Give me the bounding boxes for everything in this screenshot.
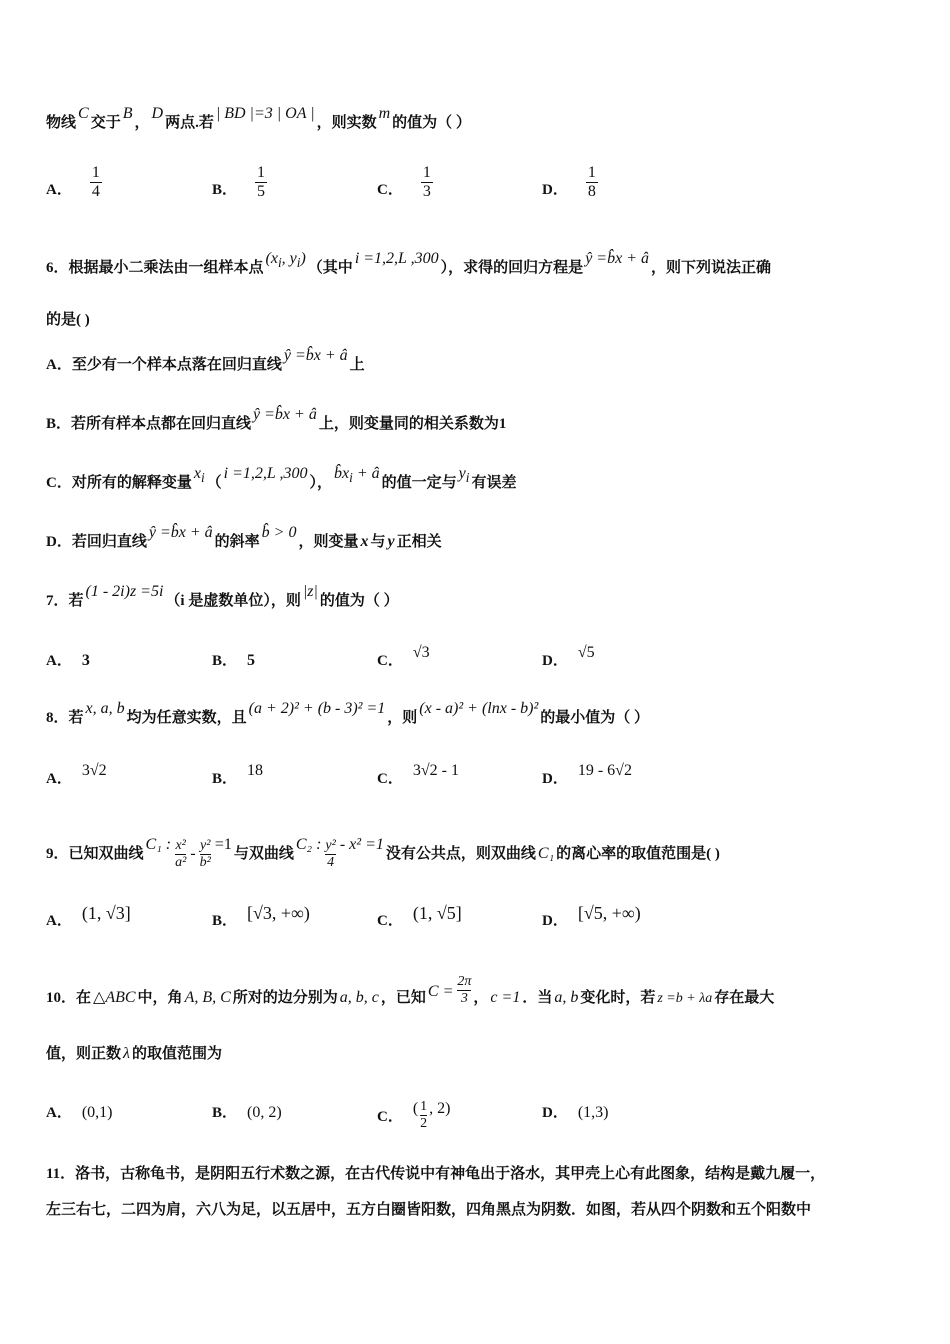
q8-text-3: ，则 (387, 710, 418, 726)
q6a-text-1: A．至少有一个样本点落在回归直线 (46, 357, 282, 373)
q5-stem (46, 105, 910, 134)
option-label: D． (542, 181, 568, 198)
math-part: x (193, 465, 201, 482)
math-subscript: i (349, 470, 353, 486)
option-label: D． (542, 771, 568, 787)
q6c-text-4: 的值一定与 (381, 475, 457, 491)
option-value: 3√2 (81, 762, 107, 779)
q6b-text-2: 上，则变量同的相关系数为1 (318, 416, 507, 432)
q5-text-5: ，则实数 (316, 115, 377, 131)
q8-option-b[interactable] (212, 762, 264, 788)
q9-stem (46, 835, 910, 871)
q10-text-3: 所对的边分别为 (232, 989, 338, 1006)
math-part: + â (352, 465, 380, 482)
q7-text-2: （i 是虚数单位），则 (165, 593, 301, 609)
option-value: (0, 2) (247, 1104, 282, 1121)
q10-math-c-eq: C = (427, 982, 454, 1000)
q5-text-2: 交于 (90, 115, 121, 131)
q5-option-a[interactable] (46, 164, 102, 209)
fraction-numerator: 1 (422, 164, 431, 181)
q9-option-d[interactable] (542, 903, 641, 930)
q9-math-minus: - (190, 844, 196, 862)
q10-text-8: 存在最大 (714, 989, 775, 1006)
option-value: (1,3) (577, 1104, 609, 1121)
q6-option-b[interactable] (46, 406, 910, 435)
q5-math-condition: | BD |=3 | OA | (215, 105, 315, 122)
fraction-denominator: 5 (257, 183, 266, 200)
option-label: B． (212, 181, 238, 198)
q6b-math: ŷ =b̂x + â (253, 406, 317, 423)
q5-math-B: B (122, 105, 133, 122)
q10-option-b[interactable] (212, 1101, 282, 1122)
q6b-text-1: B．若所有样本点都在回归直线 (46, 416, 252, 432)
q6-option-d[interactable] (46, 524, 910, 553)
fraction-numerator: 1 (257, 164, 266, 181)
q10-text-4: ，已知 (380, 989, 426, 1006)
option-label: C． (377, 913, 403, 929)
option-label: D． (542, 1105, 568, 1121)
option-value: [√3, +∞) (247, 903, 310, 923)
q5-text-4: 两点.若 (165, 115, 214, 131)
q10-text-9: 值，则正数 (46, 1046, 122, 1062)
q7-math-modulus: |z| (302, 583, 318, 600)
q10-text-1: 10．在 (46, 989, 92, 1006)
q10-text-2: 中，角 (137, 989, 183, 1006)
math-subscript: i (277, 255, 282, 271)
q10-text-5: ， (473, 989, 489, 1006)
math-part: b̂x (334, 465, 350, 482)
q5-math-m: m (378, 105, 391, 122)
math-subscript: i (465, 470, 470, 486)
q6c-math-prediction (334, 465, 380, 486)
q10-stem-line-2 (46, 1043, 910, 1065)
q7-option-b[interactable] (212, 649, 255, 670)
q9-fraction-y2b2 (200, 838, 211, 871)
option-fraction (420, 1099, 427, 1132)
option-fraction (255, 164, 267, 201)
q7-text-1: 7．若 (46, 593, 84, 609)
q10-option-d[interactable] (542, 1101, 609, 1122)
fraction-numerator: y² (200, 838, 211, 853)
q6a-text-2: 上 (349, 357, 365, 373)
q9-option-b[interactable] (212, 903, 310, 930)
q5-option-b[interactable] (212, 164, 267, 209)
q8-stem (46, 700, 910, 729)
option-label: B． (212, 913, 238, 929)
q11-stem-line-2: 左三右七，二四为肩，六八为足，以五居中，五方白圈皆阳数，四角黑点为阴数．如图，若从四个阴数和五个阳数中 (46, 1202, 812, 1218)
q9-math-eq2: - x² =1 (339, 835, 384, 853)
option-value-close: , 2) (429, 1099, 451, 1117)
math-part: ) (300, 250, 306, 267)
option-label: C． (377, 771, 403, 787)
q8-option-d[interactable] (542, 762, 632, 788)
q6c-text-2: （ (206, 475, 222, 491)
option-label: A． (46, 653, 72, 669)
option-value: 3√2 - 1 (412, 762, 459, 779)
math-subscript: i (296, 255, 301, 271)
q6-math-regression: ŷ =b̂x + â (585, 250, 649, 267)
q10-math-ab: a, b (554, 988, 579, 1006)
q6-stem-line-2: 的是( ) (46, 312, 90, 328)
fraction-denominator: 2 (420, 1116, 428, 1131)
q9-text-4: 的离心率的取值范围是( ) (556, 845, 720, 862)
q5-text-1: 物线 (46, 115, 77, 131)
q8-option-c[interactable] (377, 762, 459, 788)
option-value: √5 (577, 644, 595, 661)
q8-option-a[interactable] (46, 762, 107, 788)
q10-math-triangle: △ABC (93, 988, 136, 1006)
option-value: 5 (247, 652, 256, 669)
q9-math-c1-ref: C₁ (537, 844, 555, 862)
q8-math-circle: (a + 2)² + (b - 3)² =1 (248, 700, 386, 717)
q9-math-c1: C₁ : (145, 835, 172, 853)
q7-option-a[interactable] (46, 649, 90, 670)
q8-text-2: 均为任意实数，且 (126, 710, 247, 726)
q6-text-1: 6．根据最小二乘法由一组样本点 (46, 260, 264, 276)
option-label: A． (46, 771, 72, 787)
option-label: D． (542, 653, 568, 669)
option-value-open: ( (412, 1099, 419, 1117)
q6c-math-index: i =1,2,L ,300 (223, 465, 308, 482)
fraction-numerator: y² (325, 838, 336, 853)
q7-stem (46, 583, 910, 612)
q6d-math-slope: b̂ > 0 (261, 524, 297, 541)
q9-fraction-x2a2 (175, 838, 186, 871)
fraction-numerator: x² (175, 838, 186, 853)
q10-math-sides: a, b, c (339, 988, 379, 1006)
q11-stem-line-1: 11．洛书，古称龟书，是阴阳五行术数之源，在古代传说中有神龟出于洛水，其甲壳上心有此图象，结构是戴九履一， (46, 1166, 826, 1182)
q5-math-D: D (151, 105, 164, 122)
q6d-math-x: x (360, 533, 369, 550)
q9-math-c2: C₂ : (295, 835, 322, 853)
option-fraction (586, 164, 598, 201)
q8-text-4: 的最小值为（ ） (540, 710, 650, 726)
q10-math-z: z =b + λa (657, 990, 713, 1006)
q9-text-1: 9．已知双曲线 (46, 845, 144, 862)
option-label: B． (212, 1105, 238, 1121)
option-label: B． (212, 771, 238, 787)
option-value: 3 (81, 652, 90, 669)
q6d-text-1: D．若回归直线 (46, 534, 147, 550)
fraction-numerator: 1 (587, 164, 596, 181)
q6d-math-y: y (387, 533, 395, 550)
math-part: (x (265, 250, 278, 267)
option-value: √3 (412, 644, 430, 661)
q7-option-c[interactable] (377, 644, 430, 670)
option-label: A． (46, 181, 72, 198)
q10-text-7: 变化时，若 (580, 989, 656, 1006)
q9-math-eq1: =1 (214, 835, 232, 853)
option-label: C． (377, 181, 403, 198)
option-value: [√5, +∞) (577, 903, 641, 923)
q6a-math: ŷ =b̂x + â (283, 347, 348, 364)
q10-option-c[interactable] (377, 1101, 451, 1134)
q10-option-a[interactable] (46, 1101, 113, 1122)
q6-math-index: i =1,2,L ,300 (354, 250, 439, 267)
option-label: B． (212, 653, 238, 669)
math-subscript: i (200, 470, 205, 486)
q5-text-3: ， (134, 115, 150, 131)
q7-option-d[interactable] (542, 644, 595, 670)
q5-text-6: 的值为（ ） (392, 115, 471, 131)
q8-math-vars: x, a, b (85, 700, 125, 717)
q8-math-expression: (x - a)² + (lnx - b)² (419, 700, 539, 717)
q10-math-angles: A, B, C (184, 988, 231, 1006)
fraction-denominator: 3 (460, 991, 468, 1006)
option-value: (1, √5] (412, 903, 462, 923)
option-value: 19 - 6√2 (577, 762, 632, 779)
q6c-text-5: 有误差 (471, 475, 517, 491)
q6d-text-3: ，则变量 (298, 534, 359, 550)
q6c-text-1: C．对所有的解释变量 (46, 475, 192, 491)
math-part: , y (281, 250, 297, 267)
q6d-text-2: 的斜率 (214, 534, 260, 550)
fraction-denominator: 3 (422, 183, 431, 200)
q5-math-C: C (78, 105, 89, 122)
q6-option-c[interactable] (46, 465, 910, 498)
q6d-text-5: 正相关 (396, 534, 442, 550)
option-label: D． (542, 913, 568, 929)
q5-option-c[interactable] (377, 164, 433, 209)
q5-option-d[interactable] (542, 164, 598, 209)
q10-math-c1: c =1 (490, 988, 521, 1006)
q7-math-equation: (1 - 2i)z =5i (85, 583, 164, 600)
q10-text-10: 的取值范围为 (131, 1046, 222, 1062)
fraction-denominator: 4 (91, 183, 100, 200)
fraction-denominator: a² (175, 855, 187, 870)
fraction-numerator: 1 (91, 164, 100, 181)
math-part: y (458, 465, 466, 482)
q10-text-6: ．当 (522, 989, 553, 1006)
q7-text-3: 的值为（ ） (319, 593, 399, 609)
q6-text-3: ），求得的回归方程是 (440, 260, 584, 276)
q6c-text-3: ）， (309, 475, 333, 491)
q10-fraction-2pi3 (457, 974, 471, 1007)
q8-text-1: 8．若 (46, 710, 84, 726)
q6-stem-line-1 (46, 250, 910, 283)
fraction-denominator: 4 (327, 855, 335, 870)
option-label: C． (377, 653, 403, 669)
option-label: A． (46, 1105, 72, 1121)
q9-option-a[interactable] (46, 903, 131, 930)
option-fraction (421, 164, 433, 201)
q9-text-2: 与双曲线 (233, 845, 294, 862)
q10-math-lambda: λ (123, 1045, 130, 1062)
q9-text-3: 没有公共点，则双曲线 (385, 845, 536, 862)
fraction-denominator: b² (199, 855, 211, 870)
option-fraction (90, 164, 102, 201)
option-value: 18 (247, 762, 264, 779)
option-value: (1, √3] (81, 903, 131, 923)
q6-option-a[interactable] (46, 347, 910, 376)
option-label: C． (377, 1108, 403, 1125)
q6-math-points (265, 250, 306, 271)
q6d-text-4: 与 (370, 534, 386, 550)
fraction-numerator: 2π (457, 974, 472, 989)
q6d-math-line: ŷ =b̂x + â (148, 524, 213, 541)
fraction-numerator: 1 (420, 1099, 428, 1114)
option-value: (0,1) (81, 1104, 113, 1121)
q6-text-4: ，则下列说法正确 (650, 260, 771, 276)
q6-text-2: （其中 (307, 260, 353, 276)
q6c-math-y (458, 465, 470, 486)
q9-fraction-y24 (325, 838, 335, 871)
q6c-math-x (193, 465, 205, 486)
q9-option-c[interactable] (377, 903, 462, 930)
option-label: A． (46, 913, 72, 929)
fraction-denominator: 8 (587, 183, 596, 200)
